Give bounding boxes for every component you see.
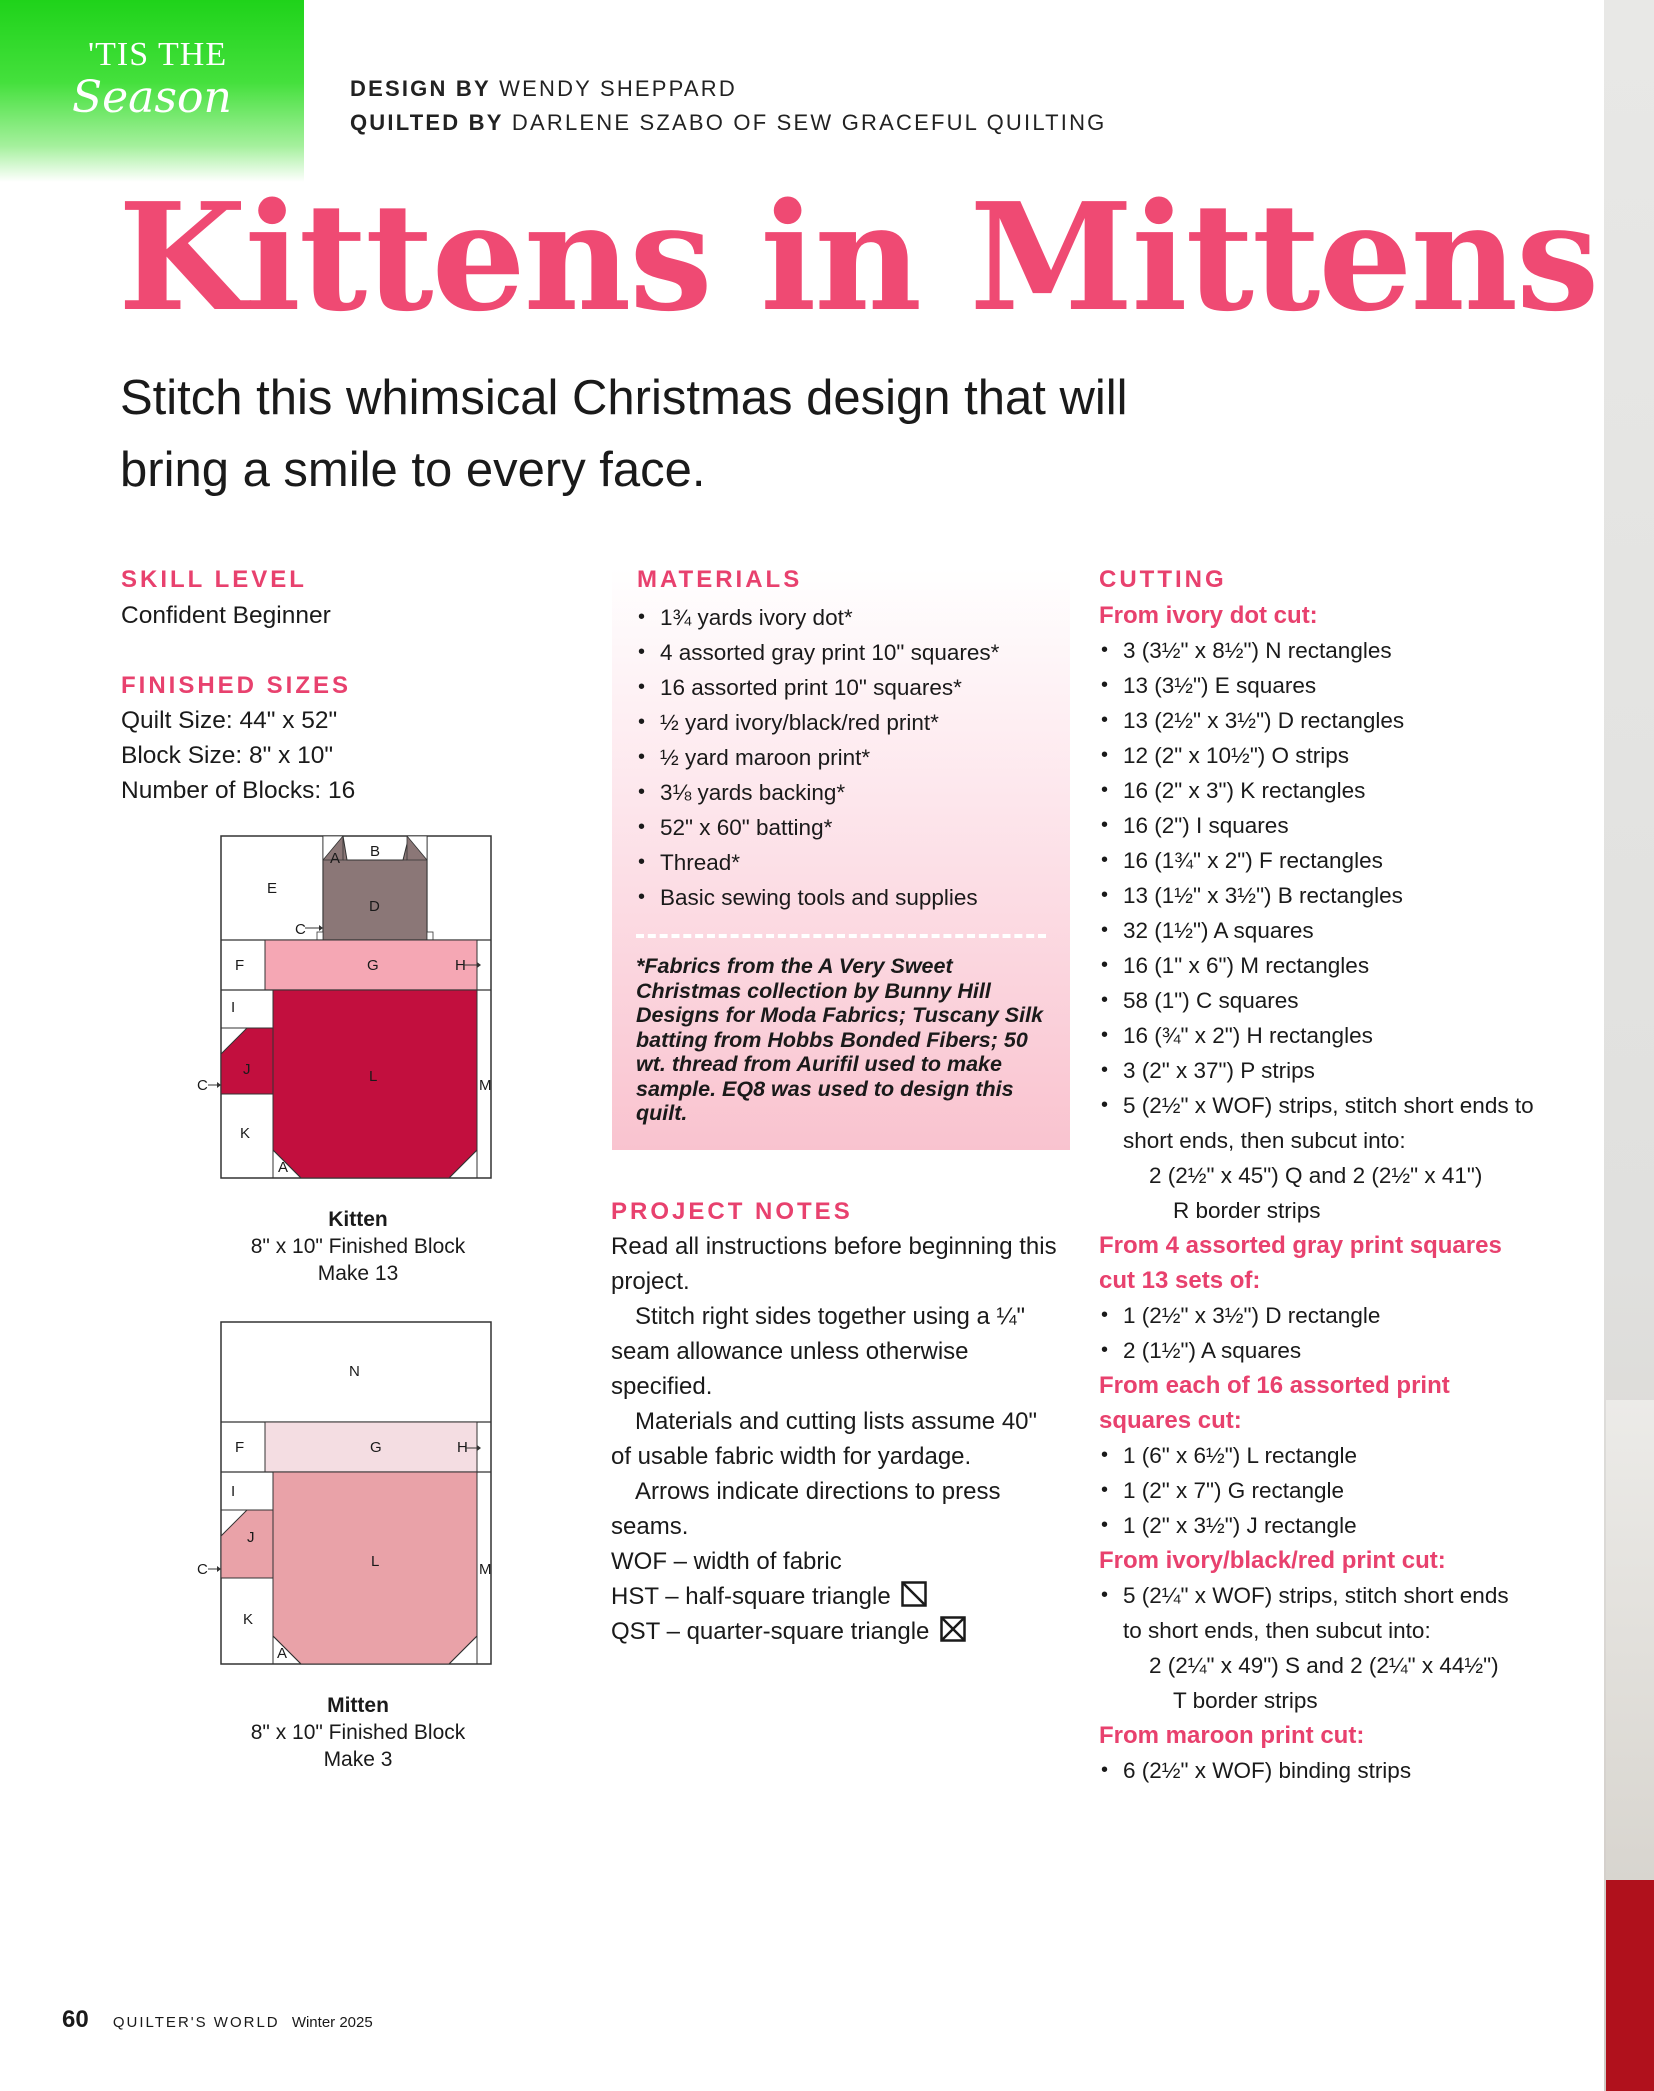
qst-icon: [940, 1616, 966, 1642]
skill-level-heading: SKILL LEVEL: [121, 566, 307, 593]
cutting-item: • 1 (2½" x 3½") D rectangle: [1099, 1298, 1599, 1333]
cutting-subheading: squares cut:: [1099, 1407, 1242, 1434]
kitten-caption: [208, 1206, 508, 1287]
cutting-heading: CUTTING: [1099, 566, 1227, 593]
finished-sizes-heading: FINISHED SIZES: [121, 672, 352, 699]
label-b: B: [370, 843, 381, 860]
kitten-block-diagram: [195, 832, 505, 1184]
cutting-continuation: 2 (2½" x 45") Q and 2 (2½" x 41"): [1149, 1163, 1483, 1188]
hst-icon: [901, 1581, 927, 1607]
cutting-continuation: T border strips: [1173, 1688, 1318, 1713]
page-title: Kittens in Mittens: [118, 170, 1598, 344]
note-qst-row: [611, 1614, 1057, 1649]
note-wof: WOF – width of fabric: [611, 1548, 842, 1575]
design-label: DESIGN BY: [350, 76, 491, 101]
cutting-item: • 13 (1½" x 3½") B rectangles: [1099, 878, 1599, 913]
cutting-group-ivory: [1099, 633, 1599, 1123]
label-i: I: [231, 999, 236, 1016]
mitten-caption-title: Mitten: [327, 1694, 389, 1717]
project-notes-heading: PROJECT NOTES: [611, 1198, 853, 1225]
mitten-caption: [208, 1692, 508, 1773]
note-paragraph: Materials and cutting lists assume 40" of usable fabric width for yardage.: [611, 1408, 1038, 1470]
section-badge: [0, 0, 304, 182]
cutting-subheading: From 4 assorted gray print squares: [1099, 1232, 1502, 1259]
label-a: A: [330, 850, 341, 867]
label-a: A: [277, 1645, 288, 1662]
cutting-item: • 5 (2½" x WOF) strips, stitch short ends to: [1099, 1088, 1599, 1123]
cutting-subheading: From each of 16 assorted print: [1099, 1372, 1450, 1399]
label-k: K: [240, 1125, 251, 1142]
page-footer: [62, 2006, 373, 2034]
label-c: C: [197, 1561, 208, 1578]
cutting-continuation: 2 (2¼" x 49") S and 2 (2¼" x 44½"): [1149, 1653, 1499, 1678]
cutting-item: • 16 (1" x 6") M rectangles: [1099, 948, 1599, 983]
magazine-name: QUILTER'S WORLD: [112, 2014, 280, 2031]
cutting-item: • 6 (2½" x WOF) binding strips: [1099, 1753, 1599, 1788]
quilted-credit: [350, 110, 1106, 136]
cutting-item: • 16 (2" x 3") K rectangles: [1099, 773, 1599, 808]
issue-date: Winter 2025: [291, 2014, 373, 2031]
cutting-item: • 1 (2" x 7") G rectangle: [1099, 1473, 1599, 1508]
materials-divider: [636, 934, 1046, 938]
note-paragraph: Stitch right sides together using a ¼" seam allowance unless otherwise specified.: [611, 1303, 1026, 1400]
label-h: H: [455, 957, 466, 974]
label-d: D: [369, 898, 380, 915]
page-number: 60: [62, 2006, 89, 2033]
cutting-continuation: short ends, then subcut into:: [1123, 1128, 1406, 1153]
photo-knit-fabric: [1606, 1400, 1654, 1880]
cutting-group-maroon: [1099, 1753, 1599, 1788]
note-hst: HST – half-square triangle: [611, 1583, 891, 1610]
cutting-continuation: R border strips: [1173, 1198, 1321, 1223]
cutting-subheading: From ivory dot cut:: [1099, 602, 1318, 629]
label-a2: A: [278, 1159, 289, 1176]
cutting-group-gray: [1099, 1298, 1599, 1368]
cutting-item: • 16 (¾" x 2") H rectangles: [1099, 1018, 1599, 1053]
materials-item: • 3⅛ yards backing*: [636, 775, 1056, 810]
label-f: F: [235, 957, 245, 974]
note-paragraph: Read all instructions before beginning this project.: [611, 1233, 1057, 1295]
materials-item: • 52" x 60" batting*: [636, 810, 1056, 845]
label-k: K: [243, 1611, 254, 1628]
cutting-group-ivory-black-red: [1099, 1578, 1599, 1613]
cutting-subheading: cut 13 sets of:: [1099, 1267, 1261, 1294]
label-j: J: [243, 1061, 251, 1078]
number-of-blocks: Number of Blocks: 16: [121, 777, 356, 804]
materials-item: • Basic sewing tools and supplies: [636, 880, 1056, 915]
cutting-group-print: [1099, 1438, 1599, 1543]
materials-footnote: *Fabrics from the A Very Sweet Christmas collection by Bunny Hill Designs for Moda Fabrics; Tuscany Silk batting from Hobbs Bonded Fibers; 50 wt. thread from Aurifil used to make sample. EQ8 was used to design this quilt.: [636, 954, 1044, 1125]
label-e: E: [267, 880, 278, 897]
materials-item: • ½ yard maroon print*: [636, 740, 1056, 775]
cutting-subheading: From maroon print cut:: [1099, 1722, 1365, 1749]
materials-item: • 4 assorted gray print 10" squares*: [636, 635, 1056, 670]
label-m: M: [479, 1077, 492, 1094]
cutting-list: [1099, 598, 1599, 1788]
label-l: L: [369, 1068, 378, 1085]
label-l: L: [371, 1553, 380, 1570]
materials-item: • ½ yard ivory/black/red print*: [636, 705, 1056, 740]
materials-heading: MATERIALS: [637, 566, 803, 593]
mitten-block-diagram: [195, 1318, 505, 1670]
materials-list: [636, 600, 1056, 915]
label-i: I: [231, 1483, 236, 1500]
label-f: F: [235, 1439, 245, 1456]
cutting-continuation: to short ends, then subcut into:: [1123, 1618, 1431, 1643]
cutting-item: • 58 (1") C squares: [1099, 983, 1599, 1018]
skill-level-value: Confident Beginner: [121, 602, 331, 629]
materials-item: • 1¾ yards ivory dot*: [636, 600, 1056, 635]
label-c2: C: [197, 1077, 208, 1094]
designer-name: WENDY SHEPPARD: [499, 76, 737, 101]
cutting-item: • 16 (1¾" x 2") F rectangles: [1099, 843, 1599, 878]
cutting-item: • 3 (3½" x 8½") N rectangles: [1099, 633, 1599, 668]
cutting-item: • 5 (2¼" x WOF) strips, stitch short ends: [1099, 1578, 1599, 1613]
quilted-label: QUILTED BY: [350, 110, 504, 135]
kitten-caption-size: 8" x 10" Finished Block: [250, 1235, 466, 1258]
label-c: C: [295, 921, 306, 938]
project-notes-body: [611, 1229, 1057, 1649]
badge-line1: 'TIS THE: [88, 36, 228, 73]
note-paragraph: Arrows indicate directions to press seams.: [611, 1478, 1001, 1540]
label-h: H: [457, 1439, 468, 1456]
mitten-caption-make: Make 3: [323, 1748, 393, 1771]
cutting-item: • 12 (2" x 10½") O strips: [1099, 738, 1599, 773]
photo-red-object: [1606, 1880, 1654, 2091]
materials-item: • 16 assorted print 10" squares*: [636, 670, 1056, 705]
design-credit: [350, 76, 737, 102]
cutting-item: • 1 (2" x 3½") J rectangle: [1099, 1508, 1599, 1543]
cutting-item: • 2 (1½") A squares: [1099, 1333, 1599, 1368]
label-g: G: [370, 1439, 382, 1456]
label-j: J: [247, 1529, 255, 1546]
badge-line2: Season: [72, 72, 232, 123]
quilt-size: Quilt Size: 44" x 52": [121, 707, 338, 734]
label-m: M: [479, 1561, 492, 1578]
cutting-subheading: From ivory/black/red print cut:: [1099, 1547, 1446, 1574]
cutting-item: • 13 (2½" x 3½") D rectangles: [1099, 703, 1599, 738]
block-size: Block Size: 8" x 10": [121, 742, 334, 769]
cutting-item: • 3 (2" x 37") P strips: [1099, 1053, 1599, 1088]
page-subtitle: Stitch this whimsical Christmas design that will bring a smile to every face.: [120, 371, 1128, 497]
cutting-item: • 16 (2") I squares: [1099, 808, 1599, 843]
note-hst-row: [611, 1579, 1057, 1614]
materials-item: • Thread*: [636, 845, 1056, 880]
kitten-caption-make: Make 13: [317, 1262, 399, 1285]
label-g: G: [367, 957, 379, 974]
label-n: N: [349, 1363, 360, 1380]
quilter-name: DARLENE SZABO OF SEW GRACEFUL QUILTING: [511, 110, 1107, 135]
cutting-item: • 13 (3½") E squares: [1099, 668, 1599, 703]
mitten-caption-size: 8" x 10" Finished Block: [250, 1721, 466, 1744]
note-qst: QST – quarter-square triangle: [611, 1618, 930, 1645]
cutting-item: • 32 (1½") A squares: [1099, 913, 1599, 948]
cutting-item: • 1 (6" x 6½") L rectangle: [1099, 1438, 1599, 1473]
kitten-caption-title: Kitten: [328, 1208, 388, 1231]
